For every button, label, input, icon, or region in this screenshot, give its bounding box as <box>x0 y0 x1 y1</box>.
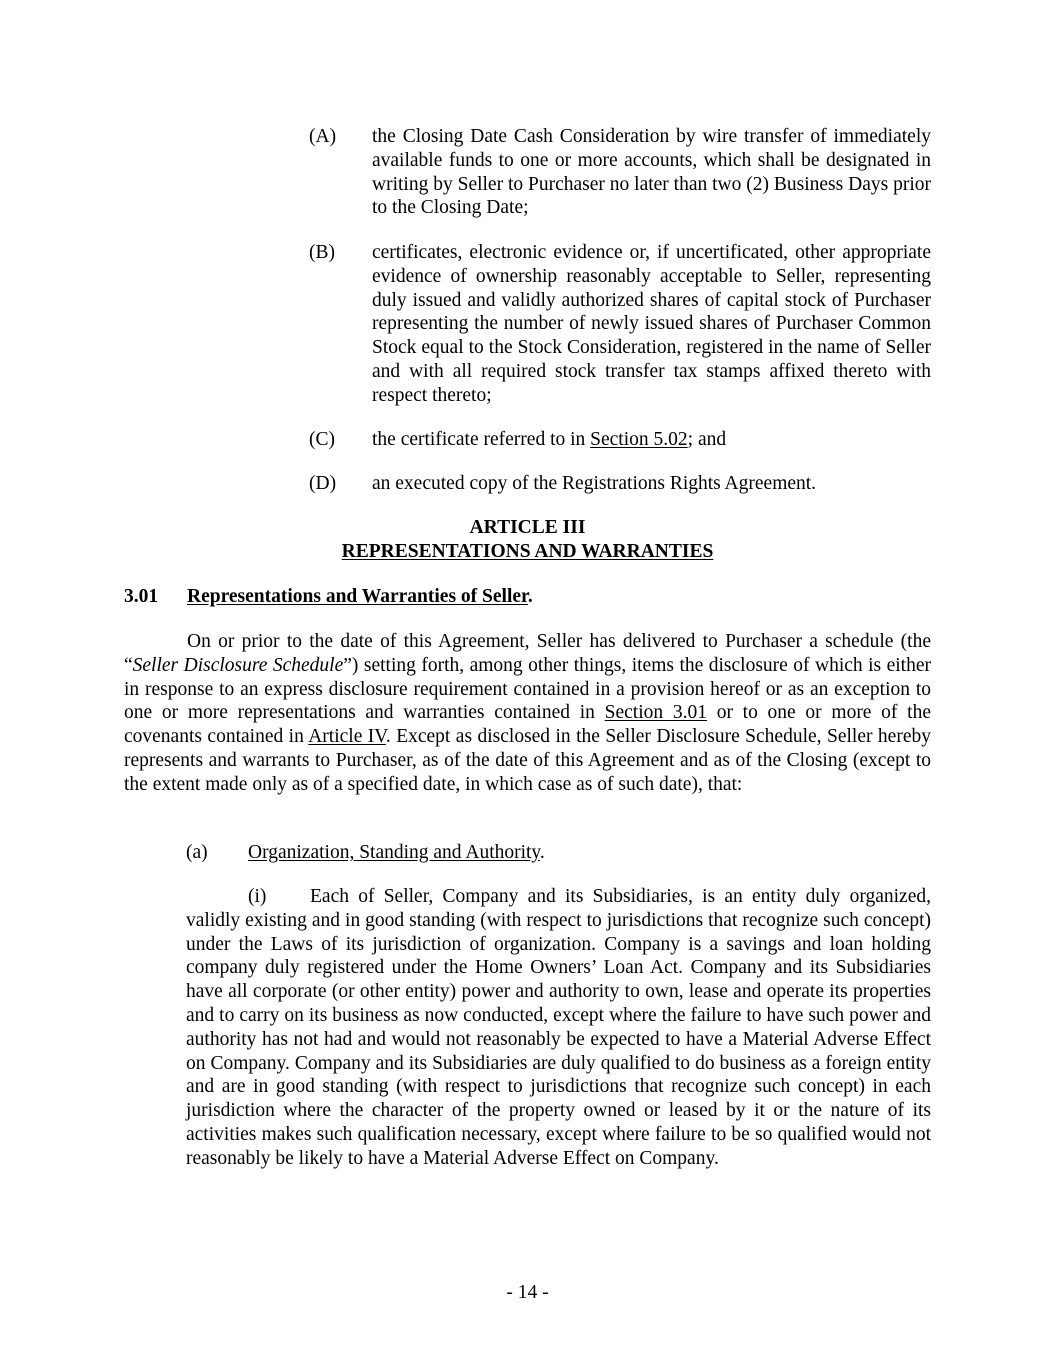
subsection-marker: (a) <box>186 842 208 863</box>
intro-paragraph: On or prior to the date of this Agreement, Seller has delivered to Purchaser a schedule (the “Seller Disclosure Schedule”) setting forth, among other things, items the disclosure of which is either in response to an express disclosure requirement contained in a provision hereof or as an exception to one or more representations and warranties contained in Section 3.01 or to one or more of the covenants contained in Article IV. Except as disclosed in the Seller Disclosure Schedule, Seller hereby represents and warrants to Purchaser, as of the date of this Agreement and as of the Closing (except to the extent made only as of a specified date, in which case as of such date), that: <box>124 631 931 795</box>
list-marker: (C) <box>309 429 335 450</box>
subsection-title: Organization, Standing and Authority. <box>248 842 545 863</box>
list-marker: (B) <box>309 242 335 263</box>
list-item-a <box>309 125 931 220</box>
list-item-b <box>309 241 931 408</box>
section-3-01-link[interactable]: Section 3.01 <box>604 702 707 724</box>
clause-text: Each of Seller, Company and its Subsidiaries, is an entity duly organized, validly existing and in good standing (with respect to jurisdictions that recognize such concept) under the Laws of its jurisdiction of organization. Company is a savings and loan holding company duly registered under the Home Owners’ Loan Act. Company and its Subsidiaries have all corporate (or other entity) power and authority to own, lease and operate its properties and to carry on its business as now conducted, except where the failure to have such power and authority has not had and would not reasonably be expected to have a Material Adverse Effect on Company. Company and its Subsidiaries are duly qualified to do business as a foreign entity and are in good standing (with respect to jurisdictions that recognize such concept) in each jurisdiction where the character of the property owned or leased by it or the nature of its activities makes such qualification necessary, except where failure to be so qualified would not reasonably be likely to have a Material Adverse Effect on Company. <box>186 886 931 1169</box>
list-item-text: an executed copy of the Registrations Rights Agreement. <box>372 473 817 494</box>
list-marker: (A) <box>309 126 337 147</box>
article-number: ARTICLE III <box>469 517 586 538</box>
list-item-d <box>309 472 931 496</box>
list-item-text: certificates, electronic evidence or, if uncertificated, other appropriate evidence of ownership reasonably acceptable to Seller, representing duly issued and validly authorized shares of capital stock of Purchaser representing the number of newly issued shares of Purchaser Common Stock equal to the Stock Consideration, registered in the name of Seller and with all required stock transfer tax stamps affixed thereto with respect thereto; <box>372 242 931 406</box>
section-title: Representations and Warranties of Seller. <box>187 586 533 607</box>
page-number: - 14 - <box>506 1282 549 1303</box>
section-5-02-link[interactable]: Section 5.02 <box>590 429 688 450</box>
list-item-c <box>309 428 931 452</box>
clause-marker: (i) <box>248 886 267 907</box>
list-marker: (D) <box>309 473 337 494</box>
list-item-text-pre: the certificate referred to in <box>372 429 591 450</box>
clause-i-paragraph <box>186 885 931 1171</box>
article-heading <box>124 516 931 564</box>
article-iv-link[interactable]: Article IV <box>308 726 386 748</box>
list-item-text <box>372 428 931 452</box>
list-item-text: the Closing Date Cash Consideration by wire transfer of immediately available funds to one or more accounts, which shall be designated in writing by Seller to Purchaser no later than two (2) Business Days prior to the Closing Date; <box>372 126 931 219</box>
defined-term: Seller Disclosure Schedule <box>132 654 344 676</box>
article-title: REPRESENTATIONS AND WARRANTIES <box>341 541 714 562</box>
section-number: 3.01 <box>124 586 159 607</box>
list-item-text-post: ; and <box>687 429 727 450</box>
